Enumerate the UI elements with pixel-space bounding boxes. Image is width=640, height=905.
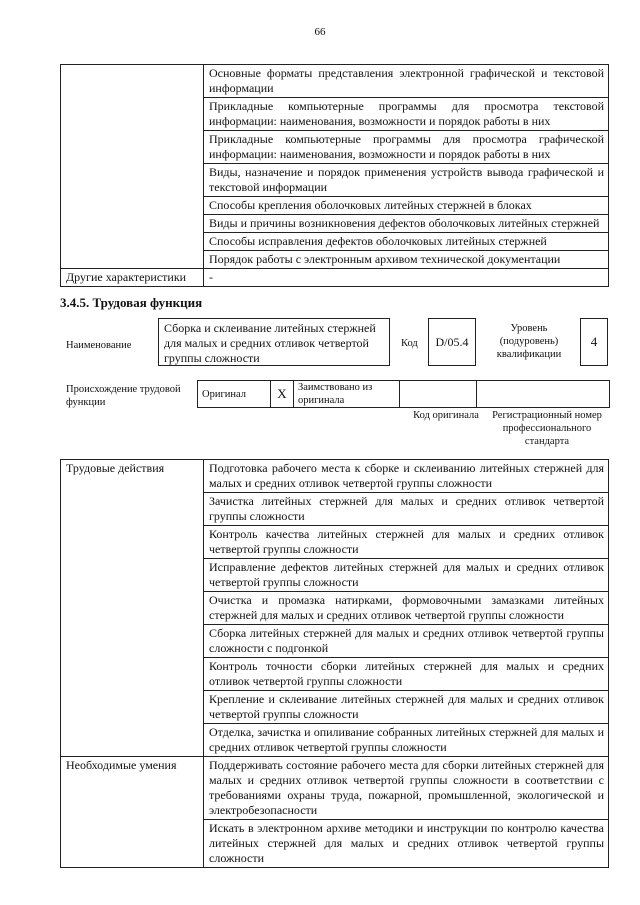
knowledge-item: Порядок работы с электронным архивом технической документации [204, 251, 609, 269]
labor-function-table [60, 459, 609, 868]
original-checkmark: X [271, 381, 294, 408]
section-heading: 3.4.5. Трудовая функция [60, 295, 203, 310]
origin-label: Происхождение трудовой функции [66, 384, 181, 408]
reg-number-label: Регистрационный номер профессионального стандарта [492, 410, 602, 447]
skills-label: Необходимые умения [61, 757, 204, 868]
labor-action: Зачистка литейных стержней для малых и средних отливок четвертой группы сложности [204, 493, 609, 526]
level-value: 4 [580, 318, 608, 366]
knowledge-item: Прикладные компьютерные программы для просмотра графической информации: наименования, возможности и порядок работы в них [204, 131, 609, 164]
labor-action: Отделка, зачистка и опиливание собранных литейных стержней для малых и средних отливок четвертой группы сложности [204, 724, 609, 757]
labor-action: Крепление и склеивание литейных стержней для малых и средних отливок четвертой группы сложности [204, 691, 609, 724]
labor-action: Контроль точности сборки литейных стержней для малых и средних отливок четвертой группы сложности [204, 658, 609, 691]
origin-table [197, 380, 610, 408]
skill-item: Искать в электронном архиве методики и инструкции по контролю качества литейных стержней для малых и средних отливок четвертой группы сложности [204, 820, 609, 868]
labor-action: Очистка и промазка натирками, формовочными замазками литейных стержней для малых и средних отливок четвертой группы сложности [204, 592, 609, 625]
name-label: Наименование [66, 340, 132, 351]
empty-label-cell [61, 65, 204, 269]
knowledge-item: Основные форматы представления электронной графической и текстовой информации [204, 65, 609, 98]
name-value: Сборка и склеивание литейных стержней для малых и средних отливок четвертой группы сложности [158, 318, 390, 366]
original-label: Оригинал [198, 381, 271, 408]
reg-number-cell [477, 381, 610, 408]
knowledge-item: Прикладные компьютерные программы для просмотра текстовой информации: наименования, возможности и порядок работы в них [204, 98, 609, 131]
borrowed-label: Заимствовано из оригинала [294, 381, 400, 408]
knowledge-item: Способы исправления дефектов оболочковых литейных стержней [204, 233, 609, 251]
page-number: 66 [314, 26, 326, 38]
labor-action: Исправление дефектов литейных стержней для малых и средних отливок четвертой группы сложности [204, 559, 609, 592]
knowledge-item: Виды, назначение и порядок применения устройств вывода графической и текстовой информации [204, 164, 609, 197]
code-original-label: Код оригинала [413, 410, 479, 421]
code-label: Код [401, 338, 418, 349]
level-label: Уровень (подуровень) квалификации [496, 323, 562, 360]
code-value: D/05.4 [428, 318, 476, 366]
labor-action: Контроль качества литейных стержней для малых и средних отливок четвертой группы сложности [204, 526, 609, 559]
other-characteristics-value: - [204, 269, 609, 287]
knowledge-item: Виды и причины возникновения дефектов оболочковых литейных стержней [204, 215, 609, 233]
labor-action: Сборка литейных стержней для малых и средних отливок четвертой группы сложности с подгонкой [204, 625, 609, 658]
skill-item: Поддерживать состояние рабочего места для сборки литейных стержней для малых и средних отливок четвертой группы сложности в соответствии с требованиями охраны труда, пожарной, промышленной, экологической и электробезопасности [204, 757, 609, 820]
knowledge-item: Способы крепления оболочковых литейных стержней в блоках [204, 197, 609, 215]
labor-actions-label: Трудовые действия [61, 460, 204, 757]
labor-action: Подготовка рабочего места к сборке и склеиванию литейных стержней для малых и средних отливок четвертой группы сложности [204, 460, 609, 493]
knowledge-table [60, 64, 609, 287]
other-characteristics-label: Другие характеристики [61, 269, 204, 287]
code-original-cell [400, 381, 477, 408]
